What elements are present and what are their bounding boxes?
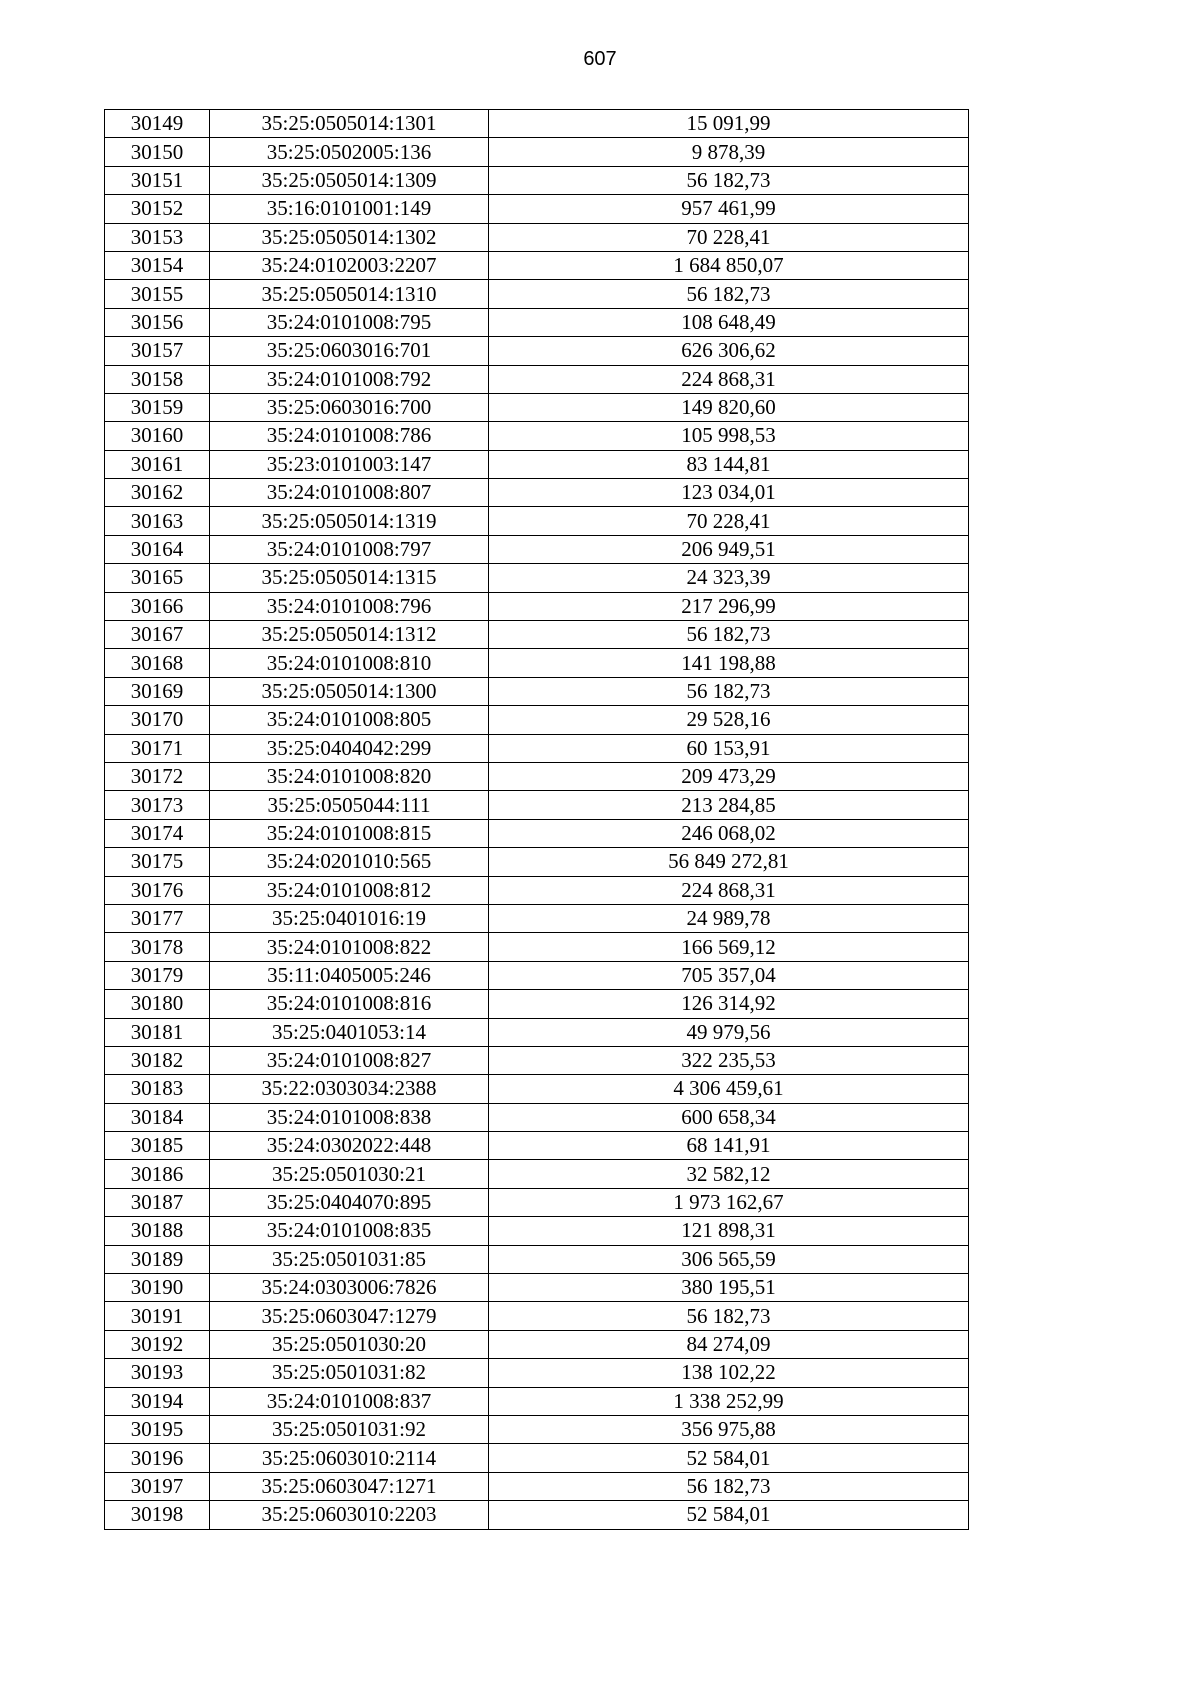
cadastral-value-cell: 56 182,73 [489,1302,969,1330]
cadastral-number-cell: 35:25:0404070:895 [210,1188,489,1216]
row-number-cell: 30168 [105,649,210,677]
row-number-cell: 30186 [105,1160,210,1188]
row-number-cell: 30151 [105,166,210,194]
table-row [105,564,969,592]
cadastral-number-cell: 35:24:0201010:565 [210,848,489,876]
table-row [105,1387,969,1415]
table-row [105,138,969,166]
table-row [105,1415,969,1443]
row-number-cell: 30166 [105,592,210,620]
cadastral-value-cell: 56 849 272,81 [489,848,969,876]
cadastral-number-cell: 35:11:0405005:246 [210,961,489,989]
cadastral-number-cell: 35:24:0101008:805 [210,706,489,734]
table-row [105,762,969,790]
table-row [105,1103,969,1131]
row-number-cell: 30173 [105,791,210,819]
cadastral-value-cell: 141 198,88 [489,649,969,677]
table-row [105,1501,969,1529]
row-number-cell: 30185 [105,1132,210,1160]
table-row [105,961,969,989]
table-row [105,1274,969,1302]
cadastral-value-cell: 322 235,53 [489,1046,969,1074]
row-number-cell: 30164 [105,535,210,563]
cadastral-number-cell: 35:25:0505014:1319 [210,507,489,535]
cadastral-number-cell: 35:25:0505014:1312 [210,621,489,649]
table-row [105,819,969,847]
table-row [105,1160,969,1188]
cadastral-value-cell: 52 584,01 [489,1501,969,1529]
cadastral-value-cell: 206 949,51 [489,535,969,563]
row-number-cell: 30149 [105,110,210,138]
row-number-cell: 30155 [105,280,210,308]
row-number-cell: 30190 [105,1274,210,1302]
cadastral-number-cell: 35:24:0101008:795 [210,308,489,336]
row-number-cell: 30198 [105,1501,210,1529]
cadastral-value-cell: 166 569,12 [489,933,969,961]
table-row [105,876,969,904]
table-row [105,933,969,961]
table-row [105,195,969,223]
cadastral-number-cell: 35:25:0505044:111 [210,791,489,819]
cadastral-value-cell: 126 314,92 [489,990,969,1018]
table-row [105,734,969,762]
cadastral-value-cell: 108 648,49 [489,308,969,336]
table-row [105,479,969,507]
row-number-cell: 30152 [105,195,210,223]
table-row [105,166,969,194]
cadastral-value-cell: 56 182,73 [489,280,969,308]
row-number-cell: 30188 [105,1217,210,1245]
cadastral-value-cell: 213 284,85 [489,791,969,819]
cadastral-value-cell: 380 195,51 [489,1274,969,1302]
cadastral-value-cell: 224 868,31 [489,365,969,393]
cadastral-value-cell: 32 582,12 [489,1160,969,1188]
row-number-cell: 30160 [105,422,210,450]
cadastral-value-cell: 29 528,16 [489,706,969,734]
cadastral-number-cell: 35:25:0603047:1271 [210,1472,489,1500]
cadastral-number-cell: 35:24:0101008:797 [210,535,489,563]
cadastral-number-cell: 35:25:0505014:1302 [210,223,489,251]
cadastral-number-cell: 35:25:0501031:92 [210,1415,489,1443]
row-number-cell: 30183 [105,1075,210,1103]
cadastral-value-cell: 56 182,73 [489,166,969,194]
cadastral-value-cell: 1 973 162,67 [489,1188,969,1216]
table-row [105,791,969,819]
table-row [105,251,969,279]
row-number-cell: 30180 [105,990,210,1018]
cadastral-number-cell: 35:16:0101001:149 [210,195,489,223]
cadastral-value-cell: 52 584,01 [489,1444,969,1472]
table-row [105,280,969,308]
cadastral-value-cell: 4 306 459,61 [489,1075,969,1103]
table-row [105,1132,969,1160]
row-number-cell: 30174 [105,819,210,847]
cadastral-number-cell: 35:24:0101008:815 [210,819,489,847]
row-number-cell: 30154 [105,251,210,279]
cadastral-number-cell: 35:24:0101008:816 [210,990,489,1018]
cadastral-number-cell: 35:24:0302022:448 [210,1132,489,1160]
cadastral-value-cell: 105 998,53 [489,422,969,450]
cadastral-value-cell: 356 975,88 [489,1415,969,1443]
row-number-cell: 30156 [105,308,210,336]
cadastral-number-cell: 35:24:0303006:7826 [210,1274,489,1302]
table-row [105,904,969,932]
row-number-cell: 30181 [105,1018,210,1046]
table-row [105,110,969,138]
table-row [105,1188,969,1216]
cadastral-value-cell: 217 296,99 [489,592,969,620]
cadastral-value-cell: 306 565,59 [489,1245,969,1273]
row-number-cell: 30177 [105,904,210,932]
cadastral-value-cell: 246 068,02 [489,819,969,847]
cadastral-value-cell: 70 228,41 [489,507,969,535]
row-number-cell: 30175 [105,848,210,876]
cadastral-value-cell: 123 034,01 [489,479,969,507]
table-row [105,223,969,251]
cadastral-number-cell: 35:25:0501031:85 [210,1245,489,1273]
table-row [105,1330,969,1358]
cadastral-number-cell: 35:25:0603010:2114 [210,1444,489,1472]
cadastral-value-cell: 138 102,22 [489,1359,969,1387]
row-number-cell: 30196 [105,1444,210,1472]
cadastral-value-cell: 60 153,91 [489,734,969,762]
table-row [105,308,969,336]
table-body [105,110,969,1530]
table-row [105,990,969,1018]
cadastral-value-cell: 224 868,31 [489,876,969,904]
table-row [105,450,969,478]
cadastral-value-cell: 49 979,56 [489,1018,969,1046]
cadastral-value-cell: 957 461,99 [489,195,969,223]
cadastral-number-cell: 35:24:0101008:838 [210,1103,489,1131]
cadastral-value-cell: 9 878,39 [489,138,969,166]
row-number-cell: 30189 [105,1245,210,1273]
cadastral-value-cell: 626 306,62 [489,337,969,365]
cadastral-number-cell: 35:24:0101008:796 [210,592,489,620]
row-number-cell: 30179 [105,961,210,989]
row-number-cell: 30184 [105,1103,210,1131]
cadastral-value-cell: 68 141,91 [489,1132,969,1160]
cadastral-number-cell: 35:25:0502005:136 [210,138,489,166]
cadastral-number-cell: 35:25:0603047:1279 [210,1302,489,1330]
row-number-cell: 30194 [105,1387,210,1415]
cadastral-value-cell: 149 820,60 [489,393,969,421]
cadastral-value-cell: 70 228,41 [489,223,969,251]
row-number-cell: 30153 [105,223,210,251]
row-number-cell: 30172 [105,762,210,790]
table-row [105,649,969,677]
cadastral-value-cell: 84 274,09 [489,1330,969,1358]
cadastral-number-cell: 35:25:0603016:700 [210,393,489,421]
cadastral-value-cell: 600 658,34 [489,1103,969,1131]
cadastral-number-cell: 35:24:0101008:807 [210,479,489,507]
cadastral-value-cell: 24 323,39 [489,564,969,592]
row-number-cell: 30157 [105,337,210,365]
row-number-cell: 30163 [105,507,210,535]
cadastral-value-cell: 1 684 850,07 [489,251,969,279]
row-number-cell: 30171 [105,734,210,762]
cadastral-value-cell: 83 144,81 [489,450,969,478]
cadastral-number-cell: 35:25:0401053:14 [210,1018,489,1046]
row-number-cell: 30195 [105,1415,210,1443]
cadastral-number-cell: 35:24:0102003:2207 [210,251,489,279]
cadastral-number-cell: 35:24:0101008:822 [210,933,489,961]
table-row [105,337,969,365]
cadastral-number-cell: 35:25:0505014:1310 [210,280,489,308]
table-row [105,677,969,705]
cadastral-number-cell: 35:22:0303034:2388 [210,1075,489,1103]
cadastral-number-cell: 35:25:0603010:2203 [210,1501,489,1529]
row-number-cell: 30167 [105,621,210,649]
cadastral-value-cell: 24 989,78 [489,904,969,932]
cadastral-number-cell: 35:25:0404042:299 [210,734,489,762]
cadastral-value-cell: 705 357,04 [489,961,969,989]
table-row [105,1217,969,1245]
cadastral-number-cell: 35:25:0501030:21 [210,1160,489,1188]
table-row [105,365,969,393]
table-row [105,1046,969,1074]
cadastral-number-cell: 35:24:0101008:820 [210,762,489,790]
table-row [105,535,969,563]
table-row [105,422,969,450]
row-number-cell: 30187 [105,1188,210,1216]
table-row [105,706,969,734]
cadastral-value-cell: 56 182,73 [489,1472,969,1500]
cadastral-number-cell: 35:24:0101008:827 [210,1046,489,1074]
row-number-cell: 30158 [105,365,210,393]
cadastral-number-cell: 35:25:0505014:1300 [210,677,489,705]
table-row [105,1302,969,1330]
cadastral-number-cell: 35:25:0501031:82 [210,1359,489,1387]
cadastral-number-cell: 35:25:0501030:20 [210,1330,489,1358]
row-number-cell: 30161 [105,450,210,478]
table-row [105,1018,969,1046]
cadastral-number-cell: 35:25:0505014:1301 [210,110,489,138]
row-number-cell: 30150 [105,138,210,166]
row-number-cell: 30159 [105,393,210,421]
cadastral-number-cell: 35:25:0401016:19 [210,904,489,932]
cadastral-number-cell: 35:25:0505014:1309 [210,166,489,194]
row-number-cell: 30191 [105,1302,210,1330]
cadastral-value-cell: 1 338 252,99 [489,1387,969,1415]
row-number-cell: 30182 [105,1046,210,1074]
table-row [105,1444,969,1472]
row-number-cell: 30192 [105,1330,210,1358]
cadastral-value-table [104,109,969,1530]
table-row [105,1359,969,1387]
cadastral-number-cell: 35:24:0101008:835 [210,1217,489,1245]
cadastral-value-cell: 56 182,73 [489,621,969,649]
cadastral-value-cell: 121 898,31 [489,1217,969,1245]
cadastral-number-cell: 35:24:0101008:837 [210,1387,489,1415]
row-number-cell: 30162 [105,479,210,507]
table-row [105,507,969,535]
cadastral-number-cell: 35:23:0101003:147 [210,450,489,478]
row-number-cell: 30193 [105,1359,210,1387]
cadastral-value-cell: 15 091,99 [489,110,969,138]
table-row [105,1245,969,1273]
cadastral-number-cell: 35:25:0603016:701 [210,337,489,365]
table-row [105,621,969,649]
row-number-cell: 30176 [105,876,210,904]
cadastral-value-cell: 56 182,73 [489,677,969,705]
row-number-cell: 30169 [105,677,210,705]
cadastral-number-cell: 35:24:0101008:810 [210,649,489,677]
table-row [105,592,969,620]
row-number-cell: 30197 [105,1472,210,1500]
cadastral-value-cell: 209 473,29 [489,762,969,790]
row-number-cell: 30170 [105,706,210,734]
row-number-cell: 30165 [105,564,210,592]
table-row [105,393,969,421]
cadastral-number-cell: 35:24:0101008:792 [210,365,489,393]
cadastral-number-cell: 35:25:0505014:1315 [210,564,489,592]
cadastral-number-cell: 35:24:0101008:812 [210,876,489,904]
cadastral-number-cell: 35:24:0101008:786 [210,422,489,450]
row-number-cell: 30178 [105,933,210,961]
table-row [105,848,969,876]
table-row [105,1075,969,1103]
page-number: 607 [583,48,617,70]
table-row [105,1472,969,1500]
